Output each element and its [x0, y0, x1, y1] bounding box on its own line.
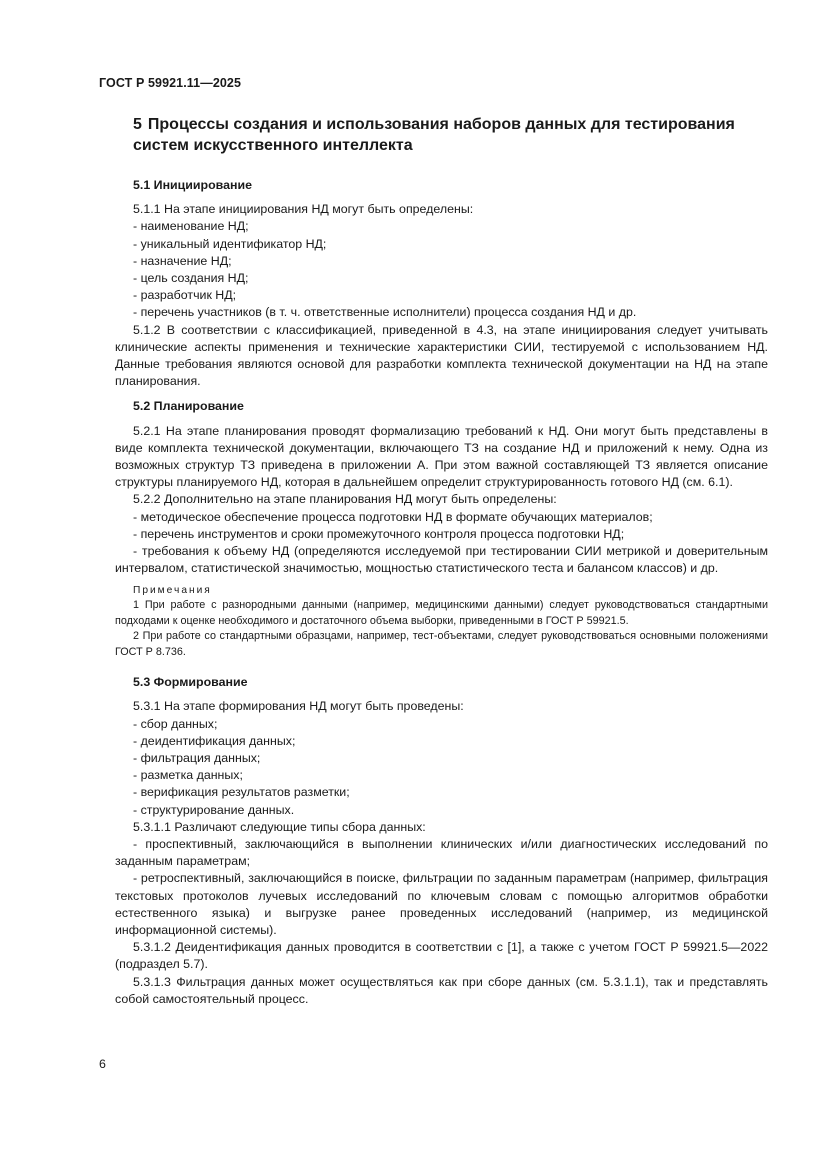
list-item: - требования к объему НД (определяются исследуемой при тестировании СИИ метрикой и доверительным интервалом, статистической значимостью, мощностью статистического теста и балансом классов) и др. [115, 544, 768, 576]
note-2: 2 При работе со стандартными образцами, например, тест-объектами, следует руководствоваться основными положениями ГОСТ Р 8.736. [115, 630, 768, 658]
list-item: - перечень участников (в т. ч. ответственные исполнители) процесса создания НД и др. [133, 305, 637, 320]
list-item: - цель создания НД; [133, 271, 249, 286]
list-item: - наименование НД; [133, 219, 249, 234]
list-item: - методическое обеспечение процесса подготовки НД в формате обучающих материалов; [133, 509, 653, 524]
note-1: 1 При работе с разнородными данными (например, медицинскими данными) следует руководствоваться стандартными подходами к оценке необходимого и достаточного объема выборки, приведенными в ГОСТ Р 59921.5. [115, 599, 768, 627]
para-5-2-2: 5.2.2 Дополнительно на этапе планирования НД могут быть определены: [133, 492, 557, 507]
list-item: - разметка данных; [133, 768, 243, 783]
section-number: 5 [133, 116, 142, 133]
list-item: - назначение НД; [133, 253, 232, 268]
list-item: - верификация результатов разметки; [133, 785, 350, 800]
para-5-3-1-2: 5.3.1.2 Деидентификация данных проводится в соответствии с [1], а также с учетом ГОСТ Р 59921.5—2022 (подраздел 5.7). [115, 940, 768, 972]
collection-type-item: - ретроспективный, заключающийся в поиске, фильтрации по заданным параметрам (например, фильтрация текстовых протоколов лучевых исследований по ключевым словам с помощью алгоритмов обработки естественного языка) и выгрузке ранее проведенных исследований (например, из медицинской информационной системы). [115, 871, 768, 937]
list-item: - фильтрация данных; [133, 750, 261, 765]
list-item: - сбор данных; [133, 716, 218, 731]
heading-5-1: 5.1 Инициирование [133, 178, 252, 192]
list-item: - перечень инструментов и сроки промежуточного контроля процесса подготовки НД; [133, 526, 625, 541]
document-code-header: ГОСТ Р 59921.11—2025 [99, 76, 242, 90]
heading-5-2: 5.2 Планирование [133, 399, 244, 414]
para-5-2-1: 5.2.1 На этапе планирования проводят формализацию требований к НД. Они могут быть представлены в виде комплекта технической документации, включающего ТЗ на создание НД и приложений к нему. Одна из возможных структур ТЗ приведена в приложении А. При этом важной составляющей ТЗ является описание структуры планируемого НД, которая в дальнейшем определит структурированность готового НД (см. 6.1). [115, 423, 768, 490]
notes-heading: Примечания [133, 585, 212, 597]
section-title [133, 114, 768, 156]
page-number: 6 [99, 1057, 106, 1071]
para-5-3-1: 5.3.1 На этапе формирования НД могут быть проведены: [133, 699, 464, 714]
heading-5-3: 5.3 Формирование [133, 675, 248, 690]
list-item: - структурирование данных. [133, 802, 295, 817]
list-item: - деидентификация данных; [133, 733, 296, 748]
para-5-3-1-3: 5.3.1.3 Фильтрация данных может осуществляться как при сборе данных (см. 5.3.1.1), так и представлять собой самостоятельный процесс. [115, 974, 768, 1006]
section-title-text: Процессы создания и использования наборов данных для тестирования систем искусственного интеллекта [133, 116, 735, 154]
page-content [115, 114, 768, 1008]
para-5-1-1: 5.1.1 На этапе инициирования НД могут быть определены: [133, 202, 474, 217]
para-5-3-1-1: 5.3.1.1 Различают следующие типы сбора данных: [133, 819, 426, 834]
collection-type-item: - проспективный, заключающийся в выполнении клинических и/или диагностических исследований по заданным параметрам; [115, 836, 768, 869]
list-item: - уникальный идентификатор НД; [133, 236, 327, 251]
para-5-1-2: 5.1.2 В соответствии с классификацией, приведенной в 4.3, на этапе инициирования следует учитывать клинические аспекты применения и технические характеристики СИИ, тестируемой с использованием НД. Данные требования являются основой для разработки комплекта технической документации на НД на этапе планирования. [115, 322, 768, 389]
list-item: - разработчик НД; [133, 288, 237, 303]
